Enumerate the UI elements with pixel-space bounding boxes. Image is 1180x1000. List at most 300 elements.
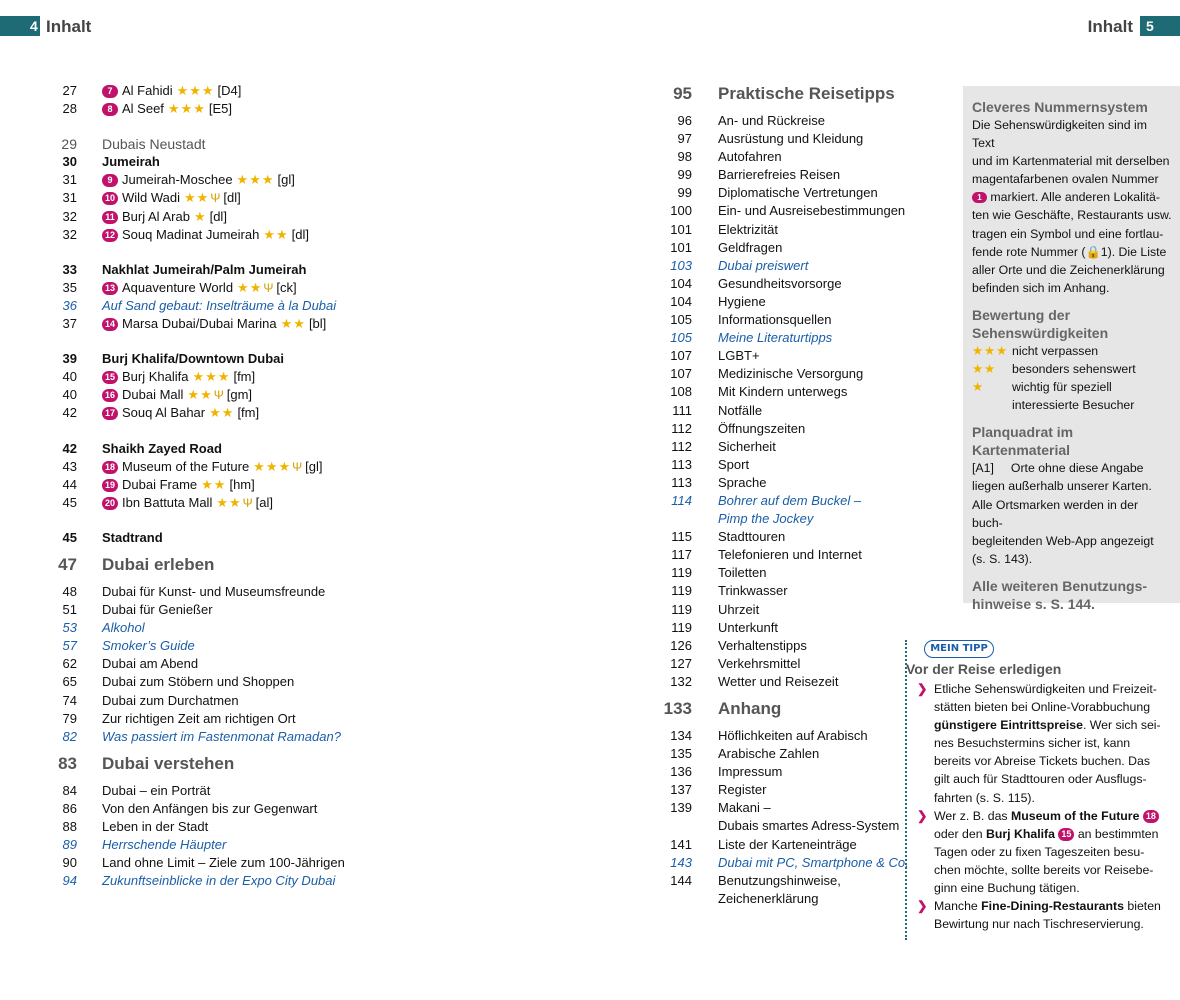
- right-page-number: 5: [1140, 16, 1180, 36]
- toc-page-number: 99: [677, 185, 692, 201]
- toc-entry-line: [718, 890, 818, 908]
- tipp-bold: günstigere Eintrittspreise: [934, 718, 1083, 733]
- toc-entry: [0, 311, 960, 332]
- toc-page-number: 126: [670, 637, 692, 653]
- toc-page-number: 79: [62, 710, 77, 726]
- tipp-bold: Fine-Dining-Restaurants: [981, 899, 1124, 914]
- toc-entry-title: Uhrzeit: [718, 601, 760, 617]
- toc-entry-title: Ibn Battuta Mall: [122, 494, 213, 510]
- toc-entry: [0, 275, 960, 293]
- toc-entry-title: Gesundheitsvorsorge: [718, 275, 842, 291]
- toc-entry-title: Impressum: [718, 764, 783, 780]
- toc-entry: [0, 510, 960, 528]
- tipp-line: stätten bieten bei Online-Vorabbuchung: [934, 700, 1151, 715]
- star-icon: ★★★: [192, 369, 231, 385]
- star-icon: ★★: [263, 226, 289, 242]
- toc-entry-line: [718, 130, 863, 148]
- toc-entry-title: Dubais Neustadt: [102, 136, 206, 153]
- toc-page-number: 114: [671, 492, 692, 508]
- map-grid-reference: [E5]: [208, 101, 233, 117]
- tipp-bold: Museum of the Future: [1011, 808, 1140, 823]
- toc-entry-line: [718, 365, 863, 383]
- tipp-body: [911, 680, 1173, 933]
- map-grid-reference: [al]: [255, 494, 274, 510]
- toc-page-number: 29: [61, 136, 77, 153]
- toc-entry: [0, 112, 960, 130]
- map-grid-reference: [dl]: [223, 190, 241, 206]
- sight-number-badge: 1: [972, 192, 987, 203]
- tipp-line: [934, 716, 1173, 734]
- info-heading-grid: Planquadrat im Kartenmaterial: [972, 424, 1074, 459]
- toc-entry-line: [718, 691, 781, 727]
- star-icon: ★★: [184, 190, 210, 206]
- tipp-line: fahrten (s. S. 115).: [934, 790, 1035, 805]
- toc-entry-line: [718, 546, 862, 564]
- rating-text: wichtig für speziell: [1012, 380, 1112, 395]
- info-heading-rating: [972, 306, 1172, 342]
- toc-entry-title: Trinkwasser: [718, 583, 788, 599]
- toc-entry-title: Sprache: [718, 474, 767, 490]
- toc-page-number: 119: [671, 619, 692, 635]
- toc-entry-title: Stadtrand: [102, 529, 163, 545]
- toc-entry-line: [718, 221, 778, 239]
- toc-entry-line: [718, 166, 840, 184]
- toc-page-number: 57: [62, 638, 77, 654]
- tipp-line: Etliche Sehenswürdigkeiten und Freizeit-: [934, 682, 1157, 696]
- tipp-bold: Burj Khalifa: [985, 826, 1055, 841]
- toc-page-number: 101: [670, 239, 692, 255]
- sight-number-badge: 17: [102, 407, 118, 420]
- toc-entry-line: [718, 799, 771, 817]
- toc-entry: [0, 727, 960, 745]
- toc-page-number: 96: [677, 113, 692, 128]
- toc-entry: [0, 456, 960, 474]
- toc-entry-title: Stadttouren: [718, 529, 786, 545]
- arrow-icon: ❯: [917, 899, 928, 914]
- info-line: befinden sich im Anhang.: [972, 280, 1110, 295]
- toc-page-number: 32: [62, 226, 77, 242]
- rating-text: besonders sehenswert: [1012, 362, 1136, 377]
- star-icon: ★★: [209, 405, 235, 421]
- info-text: Orte ohne diese Angabe: [1010, 461, 1144, 476]
- tipp-text: bieten: [1123, 899, 1161, 914]
- toc-entry-title: Notfälle: [718, 402, 763, 418]
- toc-page-number: 32: [62, 208, 77, 224]
- toc-entry-title: Arabische Zahlen: [718, 746, 820, 762]
- toc-page-number: 40: [62, 387, 77, 403]
- toc-entry: [0, 474, 960, 492]
- toc-entry: [0, 872, 960, 890]
- toc-entry: [0, 546, 960, 564]
- info-line: [972, 459, 1172, 477]
- toc-entry-title: Alkohol: [102, 620, 145, 636]
- toc-section-heading: [0, 76, 960, 112]
- toc-page-number: 42: [62, 440, 77, 456]
- toc-entry: [0, 528, 960, 546]
- star-icon: ★★: [237, 279, 263, 295]
- toc-page-number: 30: [62, 154, 77, 170]
- toc-entry: [0, 184, 960, 202]
- info-heading-line: Sehenswürdigkeiten: [972, 324, 1109, 341]
- toc-entry-line: [718, 510, 813, 528]
- toc-entry-title: Marsa Dubai/Dubai Marina: [122, 316, 277, 332]
- toc-page-number: 90: [62, 855, 77, 871]
- toc-section-heading: [0, 691, 960, 727]
- toc-page-number: 39: [62, 351, 77, 367]
- toc-entry-line: [718, 817, 899, 835]
- toc-page-number: 144: [670, 872, 692, 888]
- toc-entry: [0, 221, 960, 239]
- tipp-text: oder den: [934, 826, 986, 841]
- toc-page-number: 107: [670, 366, 692, 382]
- toc-entry: [0, 601, 960, 619]
- toc-entry-title: Informationsquellen: [718, 312, 832, 328]
- toc-entry-line: [718, 582, 788, 600]
- star-icon: ★★: [972, 362, 997, 377]
- info-line: magentafarbenen ovalen Nummer: [972, 172, 1159, 187]
- toc-entry-title: Autofahren: [718, 149, 782, 165]
- sight-number-badge: 15: [1058, 828, 1074, 841]
- toc-entry-title: Nakhlat Jumeirah/Palm Jumeirah: [102, 261, 307, 277]
- rating-text: interessierte Besucher: [1012, 398, 1135, 413]
- left-page-number: 4: [0, 16, 40, 36]
- toc-page-number: 53: [62, 620, 77, 636]
- toc-entry-title: Dubai erleben: [102, 554, 215, 574]
- toc-page-number: 108: [670, 384, 692, 400]
- toc-entry-title: An- und Rückreise: [718, 113, 825, 128]
- toc-entry-line: [718, 474, 766, 492]
- toc-entry-title: Herrschende Häupter: [102, 837, 227, 853]
- toc-entry-line: [718, 148, 782, 166]
- sight-number-badge: 10: [102, 192, 118, 205]
- toc-page-number: 43: [62, 458, 77, 474]
- toc-entry-title: Was passiert im Fastenmonat Ramadan?: [102, 728, 341, 744]
- grid-label: [A1]: [972, 461, 994, 476]
- toc-page-number: 28: [62, 101, 77, 117]
- toc-entry: [0, 257, 960, 275]
- toc-page-number: 86: [62, 800, 77, 816]
- star-icon: ★★★: [176, 83, 215, 98]
- toc-entry: [0, 166, 960, 184]
- info-line: und im Kartenmaterial mit derselben: [972, 154, 1170, 169]
- child-friendly-icon: Ψ: [210, 191, 221, 206]
- map-grid-reference: [bl]: [308, 316, 327, 332]
- child-friendly-icon: Ψ: [263, 280, 274, 295]
- toc-entry: [0, 564, 960, 582]
- toc-page-number: 137: [670, 782, 692, 798]
- tipp-line: [934, 807, 1173, 825]
- toc-entry-line: [718, 76, 895, 112]
- toc-page-number: 100: [670, 203, 692, 219]
- toc-entry-title: Von den Anfängen bis zur Gegenwart: [102, 800, 318, 816]
- toc-page-number: 143: [670, 854, 692, 870]
- toc-entry-title: Burj Khalifa/Downtown Dubai: [102, 351, 284, 367]
- star-icon: ★★★: [236, 172, 275, 188]
- toc-entry-title: Dubai – ein Porträt: [102, 782, 211, 798]
- info-text: 1: [1100, 244, 1108, 259]
- toc-entry-line: [718, 420, 805, 438]
- sight-number-badge: 7: [102, 85, 118, 98]
- toc-page-number: 31: [62, 190, 77, 206]
- toc-entry-line: [718, 383, 847, 401]
- toc-entry-line: [718, 781, 766, 799]
- toc-entry-title: Pimp the Jockey: [718, 511, 814, 527]
- toc-page-number: 33: [62, 261, 77, 277]
- toc-entry-title: Barrierefreies Reisen: [718, 167, 841, 183]
- toc-entry-line: [718, 293, 766, 311]
- toc-entry-title: Burj Al Arab: [122, 208, 190, 224]
- toc-page-number: 97: [677, 131, 692, 147]
- toc-page-number: 48: [62, 583, 77, 599]
- toc-entry-title: LGBT+: [718, 348, 760, 364]
- toc-entry-title: Dubai für Kunst- und Museumsfreunde: [102, 583, 326, 599]
- toc-entry: [0, 655, 960, 673]
- sight-number-badge: 12: [102, 229, 118, 242]
- toc-page-number: 119: [671, 583, 692, 599]
- toc-entry: [0, 383, 960, 401]
- toc-entry-line: [718, 329, 832, 347]
- toc-entry-title: Mit Kindern unterwegs: [718, 384, 848, 400]
- lock-icon: 🔒: [1085, 244, 1101, 259]
- toc-page-number: 45: [62, 529, 77, 545]
- toc-page-number: 35: [62, 279, 77, 295]
- toc-entry-title: Leben in der Stadt: [102, 819, 209, 834]
- toc-entry-line: [718, 763, 782, 781]
- toc-entry: [0, 202, 960, 220]
- info-line: tragen ein Symbol und eine fortlau-: [972, 226, 1164, 241]
- child-friendly-icon: Ψ: [213, 388, 224, 403]
- mein-tipp-box: [905, 640, 1175, 940]
- toc-entry-title: Unterkunft: [718, 619, 778, 635]
- toc-entry-title: Dubai preiswert: [718, 257, 809, 273]
- toc-page-number: 40: [62, 369, 77, 385]
- arrow-icon: ❯: [917, 808, 928, 823]
- toc-entry-line: [718, 601, 759, 619]
- toc-entry-title: Aquaventure World: [122, 279, 234, 295]
- toc-page-number: 103: [670, 257, 692, 273]
- toc-entry-line: [718, 112, 825, 130]
- toc-page-number: 139: [670, 800, 692, 816]
- toc-entry-title: Dubai Frame: [122, 476, 198, 492]
- toc-page-number: 134: [670, 728, 692, 743]
- tipp-item: [911, 807, 1173, 897]
- toc-entry-title: Land ohne Limit – Ziele zum 100-Jährigen: [102, 855, 345, 871]
- toc-entry-title: Ein- und Ausreisebestimmungen: [718, 203, 906, 219]
- toc-page-number: 113: [671, 474, 692, 490]
- toc-entry-line: [718, 347, 760, 365]
- toc-entry-title: Bohrer auf dem Buckel –: [718, 492, 862, 508]
- toc-entry-line: [718, 854, 909, 872]
- info-line: ten wie Geschäfte, Restaurants usw.: [972, 208, 1172, 223]
- toc-page-number: 105: [670, 312, 692, 328]
- toc-entry-title: Öffnungszeiten: [718, 420, 806, 436]
- tipp-line: [934, 897, 1173, 915]
- info-line: begleitenden Web-App angezeigt: [972, 533, 1154, 548]
- toc-entry: [0, 329, 960, 347]
- tipp-line: gilt auch für Stadttouren oder Ausflugs-: [934, 772, 1147, 787]
- toc-entry-line: [718, 275, 842, 293]
- toc-page-number: 119: [671, 601, 692, 617]
- child-friendly-icon: Ψ: [242, 495, 253, 510]
- toc-entry-line: [718, 745, 819, 763]
- sight-number-badge: 18: [1143, 810, 1159, 823]
- toc-entry-line: [718, 311, 831, 329]
- left-header-title: Inhalt: [46, 17, 92, 36]
- toc-entry-line: [718, 836, 857, 854]
- star-icon: ★★: [280, 316, 306, 332]
- toc-entry-title: Dubai verstehen: [102, 753, 235, 773]
- toc-entry-title: Wetter und Reisezeit: [718, 673, 839, 689]
- toc-entry-line: [718, 872, 841, 890]
- toc-page-number: 36: [62, 297, 77, 313]
- toc-entry-title: Ausrüstung und Kleidung: [718, 131, 864, 147]
- toc-page-number: 65: [62, 674, 77, 690]
- toc-entry-line: [718, 456, 749, 474]
- toc-entry: [0, 492, 960, 510]
- sight-number-badge: 8: [102, 103, 118, 116]
- info-heading-line: Alle weiteren Benutzungs-: [972, 577, 1148, 594]
- toc-entry-title: Anhang: [718, 699, 782, 718]
- toc-page-number: 112: [671, 420, 692, 436]
- mein-tipp-logo: MEIN TIPP: [924, 640, 994, 658]
- toc-page-number: 47: [58, 554, 77, 574]
- info-text: ). Die Liste: [1107, 244, 1167, 259]
- toc-page-number: 44: [62, 476, 77, 492]
- toc-entry-line: [718, 202, 905, 220]
- toc-entry: [0, 438, 960, 456]
- toc-entry-title: Dubai für Genießer: [102, 602, 213, 618]
- sight-number-badge: 13: [102, 282, 118, 295]
- toc-page-number: 99: [677, 167, 692, 183]
- toc-page-number: 82: [62, 728, 77, 744]
- tipp-text: Wer z. B. das: [934, 808, 1011, 823]
- toc-page-number: 45: [62, 494, 77, 510]
- sight-number-badge: 11: [102, 211, 118, 224]
- toc-entry-title: Benutzungshinweise,: [718, 872, 841, 888]
- star-icon: ★★★: [167, 101, 206, 117]
- toc-entry-title: Wild Wadi: [122, 190, 181, 206]
- map-grid-reference: [dl]: [209, 208, 227, 224]
- info-text: markiert. Alle anderen Lokalitä-: [987, 190, 1160, 205]
- toc-entry-title: Al Seef: [122, 101, 164, 117]
- info-box: [963, 86, 1180, 612]
- sight-number-badge: 18: [102, 461, 118, 474]
- toc-page-number: 62: [62, 656, 77, 672]
- toc-entry: [0, 420, 960, 438]
- sight-number-badge: 16: [102, 389, 118, 402]
- toc-entry: [0, 637, 960, 655]
- toc-entry-title: Shaikh Zayed Road: [102, 440, 222, 456]
- tipp-line: ginn eine Buchung tätigen.: [934, 881, 1080, 896]
- toc-entry: [0, 799, 960, 817]
- toc-entry-title: Höflichkeiten auf Arabisch: [718, 728, 868, 743]
- toc-entry-title: Smoker’s Guide: [102, 638, 195, 654]
- toc-entry-line: [718, 184, 878, 202]
- toc-entry-title: Elektrizität: [718, 221, 778, 237]
- toc-page-number: 127: [670, 655, 692, 671]
- info-line: [972, 188, 1172, 206]
- toc-page-number: 112: [671, 438, 692, 454]
- toc-right-column: [0, 76, 960, 908]
- map-grid-reference: [hm]: [229, 476, 255, 492]
- info-text: fende rote Nummer (: [972, 244, 1086, 259]
- toc-page-number: 132: [670, 673, 692, 689]
- toc-entry-line: [718, 619, 778, 637]
- info-paragraph-numbering: [972, 116, 1172, 297]
- toc-entry-title: Zur richtigen Zeit am richtigen Ort: [102, 710, 296, 726]
- toc-entry-title: Hygiene: [718, 293, 766, 309]
- toc-entry-title: Makani –: [718, 800, 771, 816]
- toc-page-number: 51: [62, 602, 77, 618]
- tipp-heading: Vor der Reise erledigen: [906, 661, 1062, 677]
- toc-entry: [0, 239, 960, 257]
- toc-entry-title: Auf Sand gebaut: Inselträume à la Dubai: [102, 297, 337, 313]
- toc-entry-line: [718, 637, 807, 655]
- toc-entry-title: Sport: [718, 456, 750, 472]
- toc-page-number: 119: [671, 565, 692, 581]
- toc-page-number: 42: [62, 405, 77, 421]
- map-grid-reference: [fm]: [233, 369, 256, 385]
- toc-entry-title: Dubai am Abend: [102, 656, 199, 672]
- star-icon: ★★★: [253, 458, 292, 474]
- tipp-line: nes Besuchstermins sicher ist, kann: [934, 736, 1131, 751]
- child-friendly-icon: Ψ: [292, 459, 303, 474]
- right-header-title: Inhalt: [1087, 17, 1133, 36]
- toc-entry-title: Souq Al Bahar: [122, 405, 206, 421]
- rating-row: [972, 378, 1172, 396]
- toc-entry-title: Toiletten: [718, 565, 767, 581]
- tipp-line: Bewirtung nur nach Tischreservierung.: [934, 917, 1144, 932]
- toc-entry-line: [718, 528, 785, 546]
- toc-entry-title: Sicherheit: [718, 438, 776, 454]
- toc-page-number: 105: [670, 330, 692, 346]
- toc-entry: [0, 619, 960, 637]
- sight-number-badge: 20: [102, 497, 118, 510]
- star-icon: ★: [193, 208, 207, 224]
- rating-row: [972, 342, 1172, 360]
- toc-page-number: 141: [670, 836, 692, 852]
- toc-entry: [0, 347, 960, 365]
- map-grid-reference: [gl]: [277, 172, 295, 188]
- toc-page-number: 84: [62, 782, 77, 798]
- info-heading-line: hinweise s. S. 144.: [972, 595, 1095, 612]
- toc-entry-title: Register: [718, 782, 767, 798]
- toc-page-number: 104: [670, 275, 692, 291]
- tipp-line: [934, 825, 1173, 843]
- toc-entry: [0, 582, 960, 600]
- info-line: Die Sehenswürdigkeiten sind im Text: [972, 118, 1147, 151]
- info-line: Alle Ortsmarken werden in der buch-: [972, 497, 1139, 530]
- toc-page-number: 37: [62, 316, 77, 332]
- info-heading-line: Bewertung der: [972, 306, 1071, 323]
- toc-entry-line: [718, 564, 766, 582]
- toc-entry-title: Diplomatische Vertretungen: [718, 185, 878, 201]
- toc-page-number: 94: [62, 873, 77, 889]
- toc-page-number: 113: [671, 456, 692, 472]
- toc-entry-title: Zukunftseinblicke in der Expo City Dubai: [102, 873, 336, 889]
- toc-entry-line: [718, 239, 782, 257]
- info-line: liegen außerhalb unserer Karten.: [972, 479, 1152, 494]
- rating-row: [972, 360, 1172, 378]
- tipp-text: . Wer sich sei-: [1082, 718, 1161, 733]
- tipp-item: [911, 897, 1173, 933]
- toc-page-number: 27: [62, 83, 77, 98]
- toc-page-number: 83: [58, 753, 77, 773]
- sight-number-badge: 9: [102, 174, 118, 187]
- arrow-icon: ❯: [917, 682, 928, 696]
- toc-entry-title: Jumeirah: [102, 154, 160, 170]
- toc-entry-title: Liste der Karteneinträge: [718, 836, 857, 852]
